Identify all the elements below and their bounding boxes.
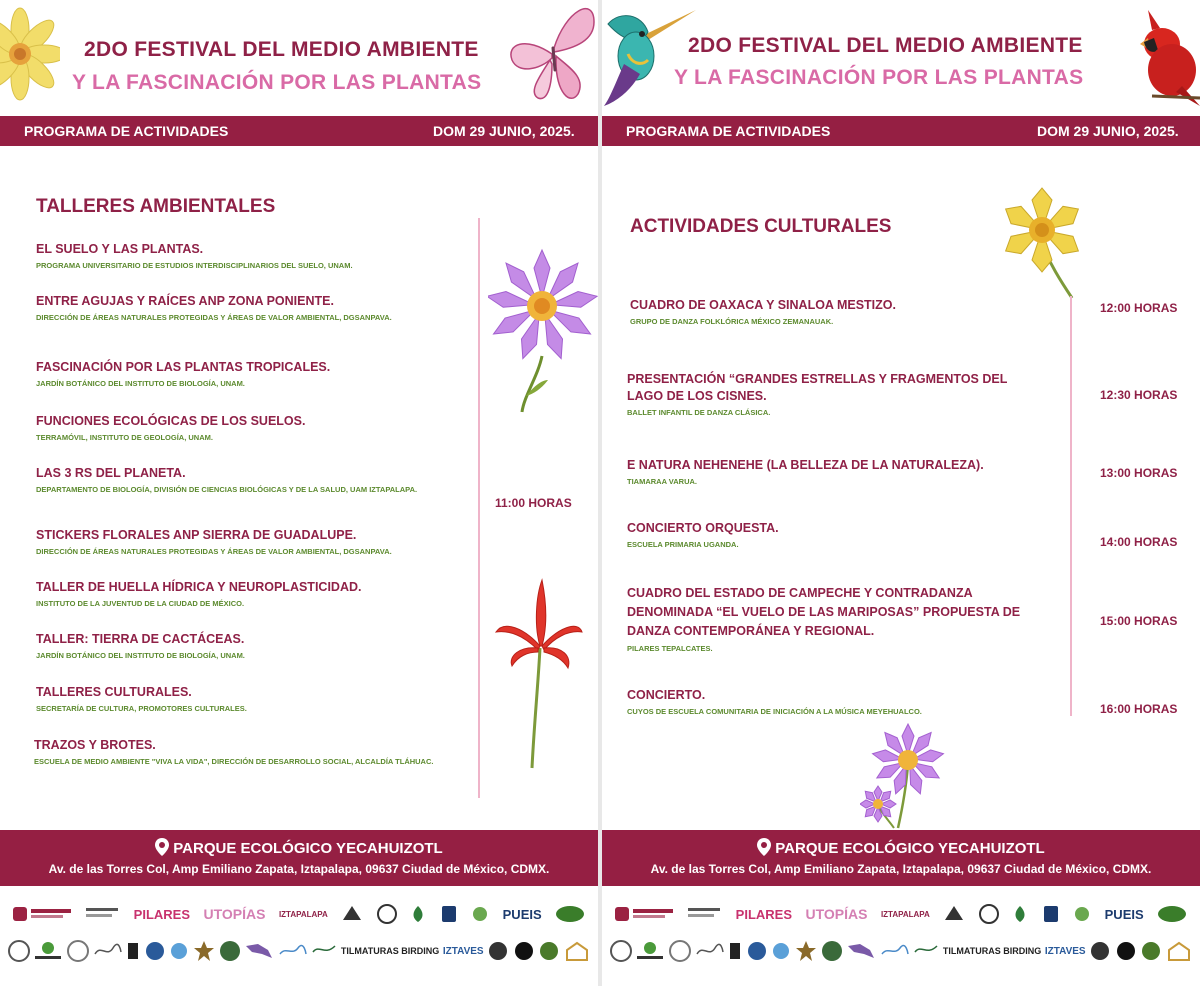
script-logo-2 <box>880 940 910 962</box>
time-label: 14:00 HORAS <box>1100 535 1178 549</box>
sponsor-logos-row1 <box>602 904 1200 924</box>
program-label: PROGRAMA DE ACTIVIDADES <box>626 123 831 139</box>
timeline-divider <box>1070 296 1072 716</box>
iztapalapa-logo: IZTAPALAPA <box>278 909 328 919</box>
blue-logo-1 <box>746 940 768 962</box>
script-logo-1 <box>695 940 725 962</box>
section-title-culturales: ACTIVIDADES CULTURALES <box>630 216 892 237</box>
location-band <box>602 830 1200 886</box>
script-logo-3 <box>913 940 939 962</box>
location-name: PARQUE ECOLÓGICO YECAHUIZOTL <box>173 840 443 857</box>
ini-logo <box>943 904 965 924</box>
sponsor-logos <box>602 896 1200 986</box>
blue-logo-1 <box>144 940 166 962</box>
time-label: 11:00 HORAS <box>495 496 572 510</box>
time-label: 12:00 HORAS <box>1100 301 1178 315</box>
flower-logo-1 <box>771 940 791 962</box>
section-title-talleres: TALLERES AMBIENTALES <box>36 196 276 217</box>
list-item <box>36 465 436 495</box>
item-organizer: INSTITUTO DE LA JUVENTUD DE LA CIUDAD DE MÉXICO. <box>36 599 245 608</box>
pueis-logo: PUEIS <box>1104 906 1144 922</box>
yellow-flower-icon <box>0 6 60 114</box>
location-pin-icon <box>757 838 771 856</box>
list-item <box>36 359 456 389</box>
round-logo-4 <box>1115 940 1137 962</box>
list-item <box>627 371 1027 418</box>
purple-flower-icon <box>488 246 598 418</box>
unam-logo <box>440 904 458 924</box>
dark-logo-1 <box>728 940 742 962</box>
injuve-logo <box>86 904 120 924</box>
star-logo-1 <box>795 940 817 962</box>
dark-logo-1 <box>126 940 140 962</box>
item-organizer: TERRAMÓVIL, INSTITUTO DE GEOLOGÍA, UNAM. <box>36 433 213 442</box>
plant-logo <box>1073 904 1091 924</box>
script-logo-2 <box>278 940 308 962</box>
list-item <box>627 687 1047 717</box>
item-organizer: DEPARTAMENTO DE BIOLOGÍA, DIVISIÓN DE CIENCIAS BIOLÓGICAS Y DE LA SALUD, UAM IZTAPALAPA. <box>36 485 418 494</box>
pilares-logo: PILARES <box>735 906 793 922</box>
list-item <box>627 457 1047 487</box>
timeline-divider <box>478 218 480 798</box>
tilmaturas-logo: TILMATURAS BIRDING <box>942 946 1042 956</box>
cdmx-logo <box>615 904 675 924</box>
utopias-logo: UTOPÍAS <box>805 906 868 922</box>
hummingbird-icon <box>602 4 698 108</box>
ini-logo <box>341 904 363 924</box>
time-label: 12:30 HORAS <box>1100 388 1178 402</box>
mexico-map-logo <box>846 940 876 962</box>
house-logo <box>1166 940 1192 962</box>
red-lily-icon <box>490 576 586 772</box>
round-logo-3 <box>219 940 241 962</box>
item-title: TALLER: TIERRA DE CACTÁCEAS. <box>36 632 245 646</box>
badge-logo <box>555 904 585 924</box>
seal-logo <box>377 904 397 924</box>
sponsor-logos-row2 <box>0 940 598 962</box>
item-title: CUADRO DE OAXACA Y SINALOA MESTIZO. <box>630 298 896 312</box>
star-logo-1 <box>193 940 215 962</box>
festival-title-line2: Y LA FASCINACIÓN POR LAS PLANTAS <box>72 71 482 94</box>
location-address: Av. de las Torres Col, Amp Emiliano Zapata, Iztapalapa, 09637 Ciudad de México, CDMX. <box>650 862 1152 876</box>
program-band <box>0 116 598 146</box>
location-address: Av. de las Torres Col, Amp Emiliano Zapata, Iztapalapa, 09637 Ciudad de México, CDMX. <box>48 862 550 876</box>
round-logo-2 <box>67 940 89 962</box>
item-title: TRAZOS Y BROTES. <box>34 738 156 752</box>
festival-title-line2: Y LA FASCINACIÓN POR LAS PLANTAS <box>674 66 1084 89</box>
item-title: E NATURA NEHENEHE (LA BELLEZA DE LA NATURALEZA). <box>627 458 984 472</box>
house-logo <box>564 940 590 962</box>
iztaves-logo: IZTAVES <box>1044 945 1086 957</box>
item-organizer: GRUPO DE DANZA FOLKLÓRICA MÉXICO ZEMANAUAK. <box>630 317 834 326</box>
butterfly-icon <box>506 0 598 108</box>
time-label: 13:00 HORAS <box>1100 466 1178 480</box>
sponsor-logos-row1 <box>0 904 598 924</box>
turtle-logo <box>1089 940 1111 962</box>
location-band <box>0 830 598 886</box>
item-title: LAS 3 RS DEL PLANETA. <box>36 466 186 480</box>
location-name-row <box>602 838 1200 857</box>
location-pin-icon <box>155 838 169 856</box>
plant-logo <box>471 904 489 924</box>
badge-logo <box>1157 904 1187 924</box>
medio-ambiente-logo <box>33 940 63 962</box>
purple-flowers-icon <box>860 720 950 830</box>
item-title: FUNCIONES ECOLÓGICAS DE LOS SUELOS. <box>36 414 306 428</box>
cdmx-logo <box>13 904 73 924</box>
script-logo-3 <box>311 940 337 962</box>
item-organizer: CUYOS DE ESCUELA COMUNITARIA DE INICIACIÓN A LA MÚSICA MEYEHUALCO. <box>627 707 922 716</box>
pueis-logo: PUEIS <box>502 906 542 922</box>
festival-title-line1: 2DO FESTIVAL DEL MEDIO AMBIENTE <box>84 38 479 61</box>
item-title: CONCIERTO. <box>627 688 706 702</box>
round-logo-5 <box>538 940 560 962</box>
list-item <box>34 737 434 767</box>
time-label: 16:00 HORAS <box>1100 702 1178 716</box>
cardinal-bird-icon <box>1132 6 1200 110</box>
list-item <box>36 413 456 443</box>
item-title: CONCIERTO ORQUESTA. <box>627 521 779 535</box>
item-title: EL SUELO Y LAS PLANTAS. <box>36 242 204 256</box>
festival-title-line1: 2DO FESTIVAL DEL MEDIO AMBIENTE <box>688 34 1083 57</box>
program-label: PROGRAMA DE ACTIVIDADES <box>24 123 229 139</box>
list-item <box>36 684 456 714</box>
iztapalapa-logo: IZTAPALAPA <box>880 909 930 919</box>
item-title: FASCINACIÓN POR LAS PLANTAS TROPICALES. <box>36 360 331 374</box>
item-organizer: PROGRAMA UNIVERSITARIO DE ESTUDIOS INTERDISCIPLINARIOS DEL SUELO, UNAM. <box>36 261 353 270</box>
tilmaturas-logo: TILMATURAS BIRDING <box>340 946 440 956</box>
item-title: TALLERES CULTURALES. <box>36 685 192 699</box>
list-item <box>36 579 456 609</box>
yellow-flower-icon <box>992 184 1104 302</box>
injuve-logo <box>688 904 722 924</box>
program-date: DOM 29 JUNIO, 2025. <box>433 123 575 139</box>
time-label: 15:00 HORAS <box>1100 614 1178 628</box>
item-title: PRESENTACIÓN “GRANDES ESTRELLAS Y FRAGMENTOS DEL LAGO DE LOS CISNES. <box>627 372 1008 403</box>
pilares-logo: PILARES <box>133 906 191 922</box>
flower-logo-1 <box>169 940 189 962</box>
turtle-logo <box>487 940 509 962</box>
item-organizer: JARDÍN BOTÁNICO DEL INSTITUTO DE BIOLOGÍA, UNAM. <box>36 379 245 388</box>
program-date: DOM 29 JUNIO, 2025. <box>1037 123 1179 139</box>
item-title: ENTRE AGUJAS Y RAÍCES ANP ZONA PONIENTE. <box>36 294 334 308</box>
sponsor-logos-row2 <box>602 940 1200 962</box>
item-organizer: BALLET INFANTIL DE DANZA CLÁSICA. <box>627 408 771 417</box>
program-band <box>602 116 1200 146</box>
mexico-map-logo <box>244 940 274 962</box>
item-organizer: DIRECCIÓN DE ÁREAS NATURALES PROTEGIDAS Y ÁREAS DE VALOR AMBIENTAL, DGSANPAVA. <box>36 313 392 322</box>
round-logo-1 <box>8 940 30 962</box>
item-organizer: TIAMARAA VARUA. <box>627 477 697 486</box>
program-panel-culturales <box>602 0 1200 986</box>
round-logo-3 <box>821 940 843 962</box>
item-title: CUADRO DEL ESTADO DE CAMPECHE Y CONTRADANZA DENOMINADA “EL VUELO DE LAS MARIPOSAS” PROPUESTA DE DANZA CONTEMPORÁNEA Y REGIONAL. <box>627 586 1021 638</box>
location-name: PARQUE ECOLÓGICO YECAHUIZOTL <box>775 840 1045 857</box>
item-organizer: PILARES TEPALCATES. <box>627 644 713 653</box>
item-organizer: ESCUELA DE MEDIO AMBIENTE "VIVA LA VIDA", DIRECCIÓN DE DESARROLLO SOCIAL, ALCALDÍA TLÁHUAC. <box>34 757 434 766</box>
item-title: TALLER DE HUELLA HÍDRICA Y NEUROPLASTICIDAD. <box>36 580 362 594</box>
list-item <box>627 520 1027 550</box>
program-panel-talleres <box>0 0 598 986</box>
list-item <box>630 297 1030 327</box>
leaf-logo <box>1012 904 1028 924</box>
round-logo-5 <box>1140 940 1162 962</box>
location-name-row <box>0 838 598 857</box>
round-logo-4 <box>513 940 535 962</box>
list-item <box>36 527 456 557</box>
list-item <box>36 293 416 323</box>
round-logo-2 <box>669 940 691 962</box>
list-item <box>36 631 456 661</box>
item-organizer: DIRECCIÓN DE ÁREAS NATURALES PROTEGIDAS Y ÁREAS DE VALOR AMBIENTAL, DGSANPAVA. <box>36 547 392 556</box>
script-logo-1 <box>93 940 123 962</box>
seal-logo <box>979 904 999 924</box>
utopias-logo: UTOPÍAS <box>203 906 266 922</box>
list-item <box>627 584 1047 654</box>
leaf-logo <box>410 904 426 924</box>
medio-ambiente-logo <box>635 940 665 962</box>
item-organizer: JARDÍN BOTÁNICO DEL INSTITUTO DE BIOLOGÍA, UNAM. <box>36 651 245 660</box>
item-organizer: ESCUELA PRIMARIA UGANDA. <box>627 540 739 549</box>
iztaves-logo: IZTAVES <box>442 945 484 957</box>
sponsor-logos <box>0 896 598 986</box>
round-logo-1 <box>610 940 632 962</box>
list-item <box>36 241 456 271</box>
unam-logo <box>1042 904 1060 924</box>
item-organizer: SECRETARÍA DE CULTURA, PROMOTORES CULTURALES. <box>36 704 247 713</box>
item-title: STICKERS FLORALES ANP SIERRA DE GUADALUPE. <box>36 528 357 542</box>
